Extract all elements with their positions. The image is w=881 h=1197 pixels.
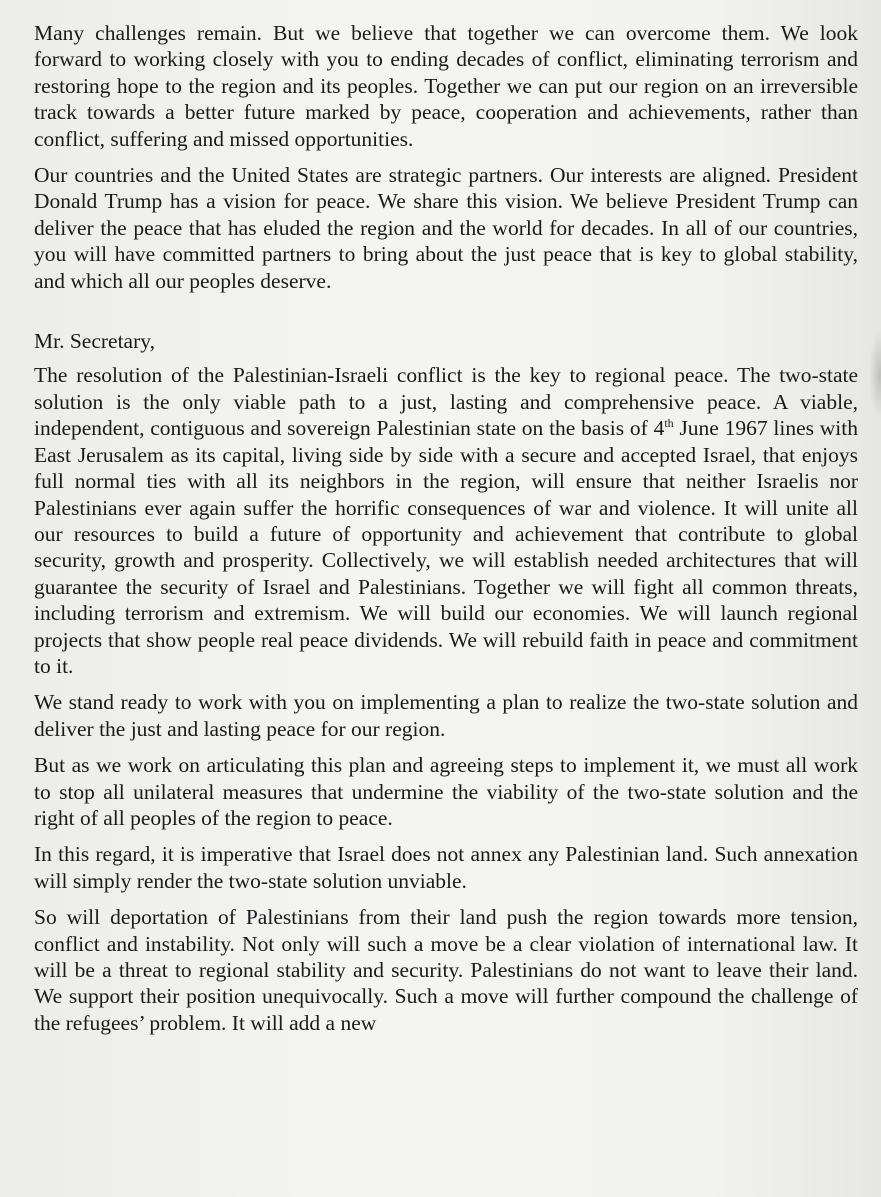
resolution-superscript: th <box>664 416 674 431</box>
paragraph-strategic-partners: Our countries and the United States are strategic partners. Our interests are aligned. President Donald Trump has a vision for peace. We share this vision. We believe President Trump can deliver the peace that has eluded the region and the world for decades. In all of our countries, you will have committed partners to bring about the just peace that is key to global stability, and which all our peoples deserve. <box>34 163 858 293</box>
paragraph-annexation: In this regard, it is imperative that Israel does not annex any Palestinian land. Such annexation will simply render the two-state solution unviable. <box>34 842 858 893</box>
paragraph-stand-ready: We stand ready to work with you on implementing a plan to realize the two-state solution and deliver the just and lasting peace for our region. <box>34 690 858 741</box>
paragraph-unilateral-measures: But as we work on articulating this plan and agreeing steps to implement it, we must all work to stop all unilateral measures that undermine the viability of the two-state solution and the right of all peoples of the region to peace. <box>34 753 858 830</box>
page-edge-shadow <box>869 330 881 420</box>
paragraph-resolution <box>34 362 858 679</box>
resolution-text-part1: The resolution of the Palestinian-Israeli conflict is the key to regional peace. The two-state solution is the only viable path to a just, lasting and comprehensive peace. A viable, independent, contiguous and sovereign Palestinian state on the basis of 4 <box>34 363 858 441</box>
letter-body <box>34 20 858 1046</box>
paragraph-deportation: So will deportation of Palestinians from their land push the region towards more tension, conflict and instability. Not only will such a move be a clear violation of international law. It will be a threat to regional stability and security. Palestinians do not want to leave their land. We support their position unequivocally. Such a move will further compound the challenge of the refugees’ problem. It will add a new <box>34 905 858 1035</box>
resolution-text-part2: June 1967 lines with East Jerusalem as its capital, living side by side with a secure and accepted Israel, that enjoys full normal ties with all its neighbors in the region, will ensure that neither Israelis nor Palestinians ever again suffer the horrific consequences of war and violence. It will unite all our resources to build a future of opportunity and achievement that contribute to global security, growth and prosperity. Collectively, we will establish needed architectures that will guarantee the security of Israel and Palestinians. Together we will fight all common threats, including terrorism and extremism. We will build our economies. We will launch regional projects that show people real peace dividends. We will rebuild faith in peace and commitment to it. <box>34 416 858 678</box>
salutation: Mr. Secretary, <box>34 329 155 354</box>
paragraph-challenges: Many challenges remain. But we believe that together we can overcome them. We look forward to working closely with you to ending decades of conflict, eliminating terrorism and restoring hope to the region and its peoples. Together we can put our region on an irreversible track towards a better future marked by peace, cooperation and achievements, rather than conflict, suffering and missed opportunities. <box>34 21 858 151</box>
